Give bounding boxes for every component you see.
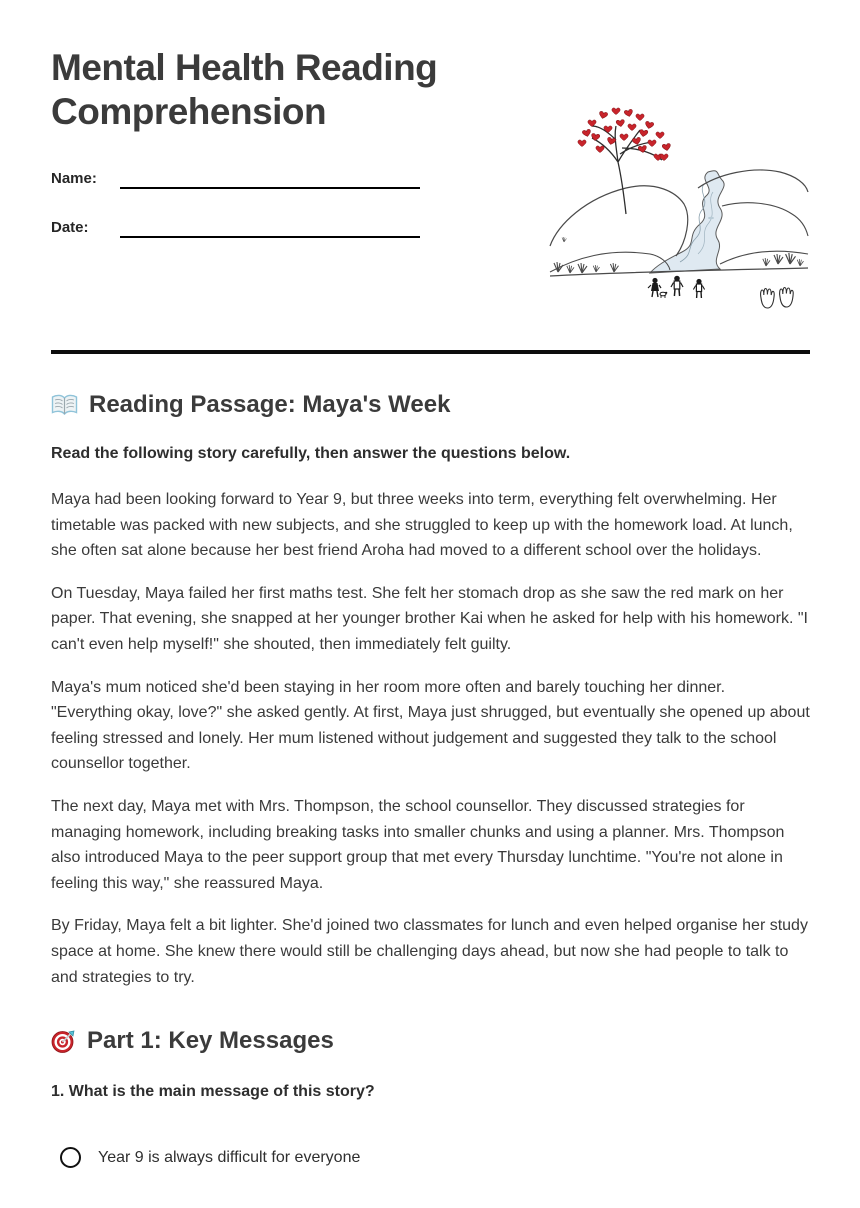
open-book-icon bbox=[51, 393, 78, 417]
nature-scene-illustration bbox=[548, 96, 810, 316]
date-field-row bbox=[51, 214, 531, 238]
name-input-line[interactable] bbox=[120, 167, 420, 189]
passage-paragraph: Maya's mum noticed she'd been staying in her room more often and barely touching her dinner. "Everything okay, love?" she asked gently. At first, Maya just shrugged, but eventually she opened up about feeling stressed and lonely. Her mum listened without judgement and suggested they talk to the school counsellor together. bbox=[51, 678, 810, 773]
section-divider bbox=[51, 350, 810, 354]
question-1-option-1[interactable] bbox=[60, 1147, 810, 1168]
header bbox=[51, 46, 810, 316]
name-field-row bbox=[51, 165, 531, 189]
passage-paragraph: By Friday, Maya felt a bit lighter. She'd joined two classmates for lunch and even helped organise her study space at home. She knew there would still be challenging days ahead, but now she had people to talk to and strategies to try. bbox=[51, 917, 808, 986]
open-hands bbox=[761, 288, 794, 309]
date-input-line[interactable] bbox=[120, 216, 420, 238]
left-hill-outline bbox=[550, 186, 688, 256]
header-illustration bbox=[548, 96, 810, 316]
passage-instruction: Read the following story carefully, then answer the questions below. bbox=[51, 445, 571, 462]
name-label: Name: bbox=[51, 170, 97, 188]
option-label: Year 9 is always difficult for everyone bbox=[98, 1148, 361, 1166]
passage-paragraph: On Tuesday, Maya failed her first maths test. She felt her stomach drop as she saw the red mark on her paper. That evening, she snapped at her younger brother Kai when he asked for help with his homework. "I can't even help myself!" she shouted, then immediately felt guilty. bbox=[51, 584, 808, 653]
question-1-label: 1. What is the main message of this story? bbox=[51, 1083, 375, 1101]
radio-button-unselected[interactable] bbox=[60, 1147, 81, 1168]
passage-heading-text: Reading Passage: Maya's Week bbox=[89, 391, 451, 418]
part1-section bbox=[51, 1027, 810, 1168]
date-label: Date: bbox=[51, 219, 89, 237]
walking-figures bbox=[648, 276, 705, 298]
passage-heading bbox=[51, 391, 810, 419]
target-dart-icon bbox=[51, 1029, 76, 1054]
page-title: Mental Health Reading Comprehension bbox=[51, 47, 438, 132]
part1-heading bbox=[51, 1027, 810, 1055]
part1-heading-text: Part 1: Key Messages bbox=[87, 1027, 334, 1055]
reading-passage-section bbox=[51, 391, 810, 990]
passage-paragraph: The next day, Maya met with Mrs. Thompson, the school counsellor. They discussed strategies for managing homework, including breaking tasks into smaller chunks and using a planner. Mrs. Thompson also introduced Maya to the peer support group that met every Thursday lunchtime. "You're not alone in feeling this way," she reassured Maya. bbox=[51, 797, 785, 892]
passage-paragraph: Maya had been looking forward to Year 9, but three weeks into term, everything felt overwhelming. Her timetable was packed with new subjects, and she struggled to keep up with the homework load. At lunch, she often sat alone because her best friend Aroha had moved to a different school over the holidays. bbox=[51, 491, 793, 560]
